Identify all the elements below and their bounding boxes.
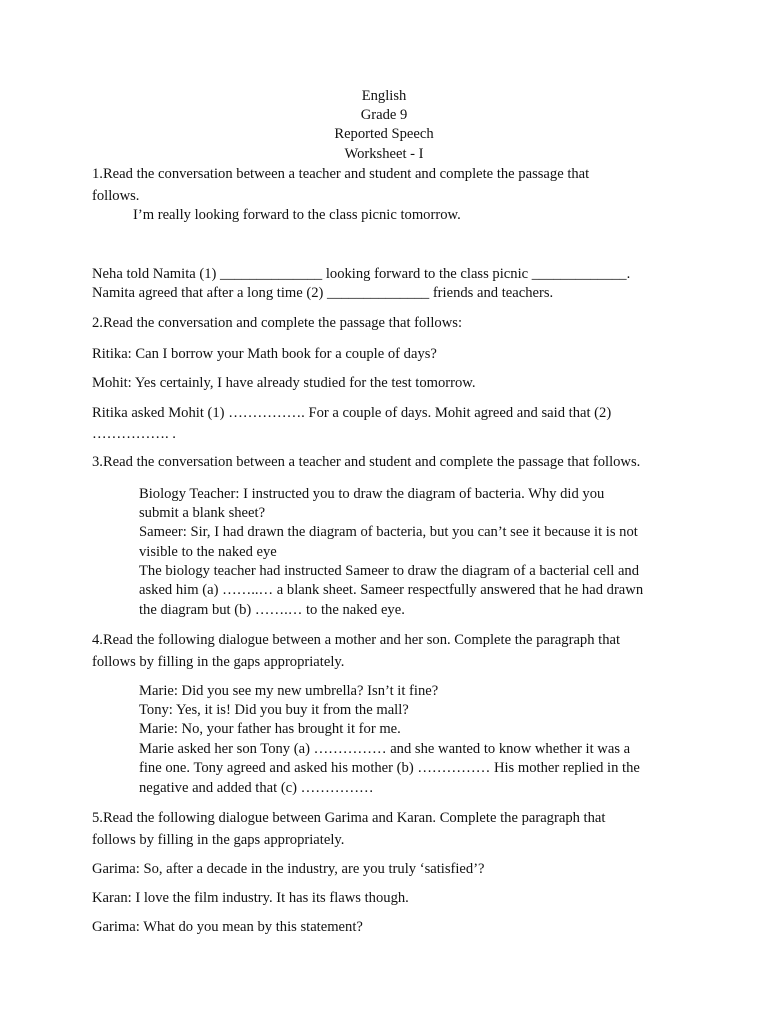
q1-prompt-line-2: follows.	[92, 188, 140, 204]
q2-dialogue-ritika: Ritika: Can I borrow your Math book for a couple of days?	[92, 346, 437, 362]
q2-dialogue-mohit: Mohit: Yes certainly, I have already studied for the test tomorrow.	[92, 375, 476, 391]
q2-prompt: 2.Read the conversation and complete the passage that follows:	[92, 315, 463, 331]
subject-title: English	[361, 88, 407, 104]
q2-passage-line-1: Ritika asked Mohit (1) ……………. For a couple of days. Mohit agreed and said that (2)	[92, 405, 612, 421]
topic-title: Reported Speech	[334, 126, 434, 142]
q1-prompt-line-1: 1.Read the conversation between a teacher and student and complete the passage that	[92, 166, 590, 182]
q4-line: Marie: Did you see my new umbrella? Isn’t it fine?	[139, 683, 439, 699]
q5-dialogue-garima-1: Garima: So, after a decade in the industry, are you truly ‘satisfied’?	[92, 861, 485, 877]
q4-prompt-line-1: 4.Read the following dialogue between a mother and her son. Complete the paragraph that	[92, 632, 621, 648]
q5-prompt-line-1: 5.Read the following dialogue between Garima and Karan. Complete the paragraph that	[92, 810, 606, 826]
q3-line: visible to the naked eye	[139, 544, 277, 560]
q4-line: fine one. Tony agreed and asked his mother (b) …………… His mother replied in the	[139, 760, 640, 776]
q4-line: negative and added that (c) ……………	[139, 780, 374, 796]
q3-line: the diagram but (b) …….… to the naked eye.	[139, 602, 405, 618]
q3-line: asked him (a) ……..… a blank sheet. Sameer respectfully answered that he had drawn	[139, 582, 644, 598]
q5-dialogue-karan: Karan: I love the film industry. It has its flaws though.	[92, 890, 409, 906]
q3-line: Biology Teacher: I instructed you to draw the diagram of bacteria. Why did you	[139, 486, 605, 502]
worksheet-title: Worksheet - I	[344, 146, 424, 162]
q4-prompt-line-2: follows by filling in the gaps appropriately.	[92, 654, 345, 670]
q3-line: submit a blank sheet?	[139, 505, 266, 521]
q5-prompt-line-2: follows by filling in the gaps appropriately.	[92, 832, 345, 848]
q2-passage-line-2: ……………. .	[92, 426, 176, 442]
q3-prompt: 3.Read the conversation between a teacher and student and complete the passage that follows.	[92, 454, 641, 470]
q1-passage-line-2: Namita agreed that after a long time (2) ______________ friends and teachers.	[92, 285, 554, 301]
q4-line: Marie asked her son Tony (a) …………… and she wanted to know whether it was a	[139, 741, 631, 757]
q3-line: The biology teacher had instructed Sameer to draw the diagram of a bacterial cell and	[139, 563, 640, 579]
q3-line: Sameer: Sir, I had drawn the diagram of bacteria, but you can’t see it because it is not	[139, 524, 638, 540]
q4-line: Marie: No, your father has brought it for me.	[139, 721, 401, 737]
q4-line: Tony: Yes, it is! Did you buy it from the mall?	[139, 702, 409, 718]
grade-title: Grade 9	[360, 107, 408, 123]
q1-quote: I’m really looking forward to the class picnic tomorrow.	[133, 207, 461, 223]
q5-dialogue-garima-2: Garima: What do you mean by this statement?	[92, 919, 363, 935]
q1-passage-line-1: Neha told Namita (1) ______________ looking forward to the class picnic _____________.	[92, 266, 631, 282]
